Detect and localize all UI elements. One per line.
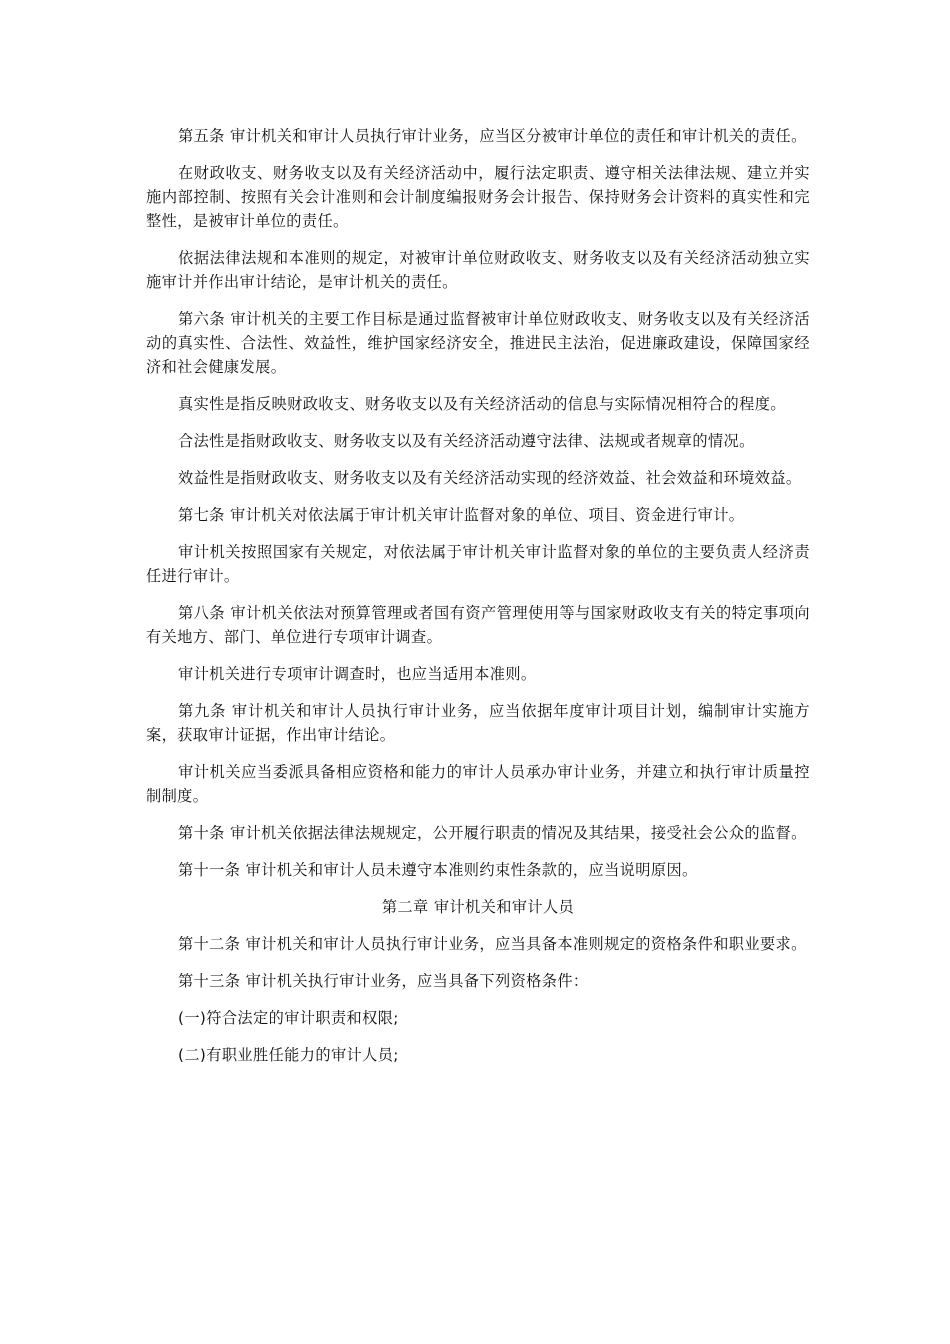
paragraph: 在财政收支、财务收支以及有关经济活动中，履行法定职责、遵守相关法律法规、建立并实施内部控制、按照有关会计准则和会计制度编报财务会计报告、保持财务会计资料的真实性和完整性，是被审计单位的责任。: [146, 164, 810, 230]
document-page: [146, 124, 810, 1080]
paragraph: 第十条 审计机关依据法律法规规定，公开履行职责的情况及其结果，接受社会公众的监督。: [178, 824, 807, 842]
paragraph: 审计机关按照国家有关规定，对依法属于审计机关审计监督对象的单位的主要负责人经济责任进行审计。: [146, 543, 810, 585]
list-item: (一)符合法定的审计职责和权限;: [178, 1009, 399, 1027]
paragraph: 依据法律法规和本准则的规定，对被审计单位财政收支、财务收支以及有关经济活动独立实施审计并作出审计结论，是审计机关的责任。: [146, 249, 810, 291]
paragraph: 第十二条 审计机关和审计人员执行审计业务，应当具备本准则规定的资格条件和职业要求。: [178, 935, 807, 953]
paragraph: 审计机关进行专项审计调查时，也应当适用本准则。: [178, 665, 537, 683]
paragraph: 第九条 审计机关和审计人员执行审计业务，应当依据年度审计项目计划，编制审计实施方案，获取审计证据，作出审计结论。: [146, 702, 810, 744]
paragraph: 合法性是指财政收支、财务收支以及有关经济活动遵守法律、法规或者规章的情况。: [178, 432, 755, 450]
paragraph: 第十三条 审计机关执行审计业务，应当具备下列资格条件：: [178, 972, 589, 990]
list-item: (二)有职业胜任能力的审计人员;: [178, 1046, 399, 1064]
paragraph: 第七条 审计机关对依法属于审计机关审计监督对象的单位、项目、资金进行审计。: [178, 506, 745, 524]
paragraph: 审计机关应当委派具备相应资格和能力的审计人员承办审计业务，并建立和执行审计质量控制制度。: [146, 763, 810, 805]
paragraph: 第六条 审计机关的主要工作目标是通过监督被审计单位财政收支、财务收支以及有关经济活动的真实性、合法性、效益性，维护国家经济安全，推进民主法治，促进廉政建设，保障国家经济和社会健康发展。: [146, 310, 810, 376]
paragraph: 第八条 审计机关依法对预算管理或者国有资产管理使用等与国家财政收支有关的特定事项向有关地方、部门、单位进行专项审计调查。: [146, 604, 810, 646]
paragraph: 第十一条 审计机关和审计人员未遵守本准则约束性条款的，应当说明原因。: [178, 861, 698, 879]
paragraph: 第五条 审计机关和审计人员执行审计业务，应当区分被审计单位的责任和审计机关的责任。: [178, 127, 807, 145]
paragraph: 效益性是指财政收支、财务收支以及有关经济活动实现的经济效益、社会效益和环境效益。: [178, 469, 802, 487]
chapter-heading: 第二章 审计机关和审计人员: [381, 898, 575, 916]
paragraph: 真实性是指反映财政收支、财务收支以及有关经济活动的信息与实际情况相符合的程度。: [178, 395, 786, 413]
